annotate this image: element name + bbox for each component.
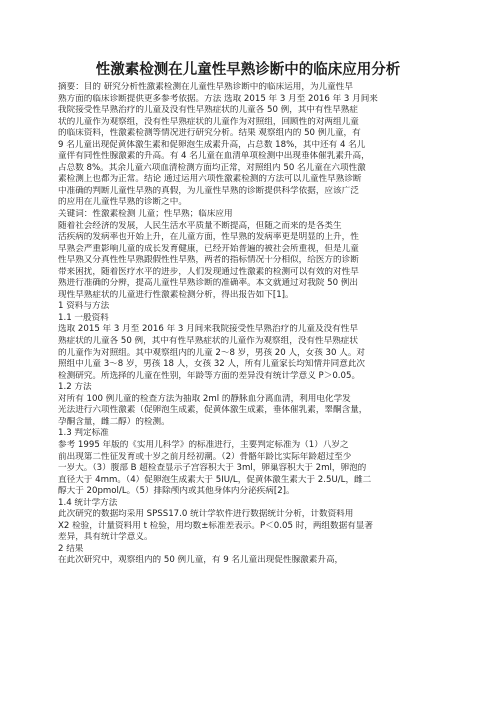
text-line: 2 结果 bbox=[58, 543, 84, 554]
text-line: 前出现第二性征发育或十岁之前月经初潮。（2）骨骼年龄比实际年龄超过至少 bbox=[58, 451, 352, 462]
text-line: 1.2 方法 bbox=[58, 382, 92, 393]
text-line: 熟方面的临床诊断提供更多参考依据。方法 选取 2015 年 3 月至 2016 年 3 月间来 bbox=[58, 93, 378, 104]
text-line: 醇大于 20pmol/L。（5）排除颅内或其他身体内分泌疾病[2]。 bbox=[58, 486, 295, 497]
text-line: 随着社会经济的发展，人民生活水平质量不断提高，但随之而来的是各类生 bbox=[58, 220, 342, 231]
text-line: 1.3 判定标准 bbox=[58, 428, 109, 439]
text-line: 孕酮含量，雌二醇）的检测。 bbox=[58, 416, 170, 427]
text-line: 一岁大。（3）腹部 B 超检查显示子宫容积大于 3ml，卵巢容积大于 2ml，卵泡的 bbox=[58, 463, 367, 474]
text-line: 性早熟又分真性性早熟跟假性性早熟，两者的指标情况十分相似，给医方的诊断 bbox=[58, 255, 359, 266]
text-line: 1 资料与方法 bbox=[58, 301, 110, 312]
text-line: 照组中儿童 3～8 岁，男孩 18 人，女孩 32 人，所有儿童家长均知情并同意此次 bbox=[58, 359, 366, 370]
text-line: 现性早熟症状的儿童进行性激素检测分析，得出报告如下[1]。 bbox=[58, 289, 294, 300]
text-line: 童伴有同性性腺激素的升高。有 4 名儿童在血清单项检测中出现垂体催乳素升高， bbox=[58, 151, 370, 162]
text-line: 差异，具有统计学意义。 bbox=[58, 532, 153, 543]
text-line: 熟症状的儿童各 50 例，其中有性早熟症状的儿童作为观察组，没有性早熟症状 bbox=[58, 336, 358, 347]
text-line: 选取 2015 年 3 月至 2016 年 3 月间来我院接受性早熟治疗的儿童及没有性早 bbox=[58, 324, 358, 335]
text-line: 熟进行准确的分辨，提高儿童性早熟诊断的准确率。本文就通过对我院 50 例出 bbox=[58, 278, 358, 289]
text-line: 我院接受性早熟治疗的儿童及没有性早熟症状的儿童各 50 例，其中有性早熟症 bbox=[58, 105, 358, 116]
text-line: 关键词：性激素检测 儿童；性早熟；临床应用 bbox=[58, 209, 233, 220]
text-line: 占总数 8%。其余儿童六项血清检测方面均正常，对照组内 50 名儿童在六项性激 bbox=[58, 162, 366, 173]
text-line: 摘要：目的 研究分析性激素检测在儿童性早熟诊断中的临床运用，为儿童性早 bbox=[58, 82, 353, 92]
text-line: 状的儿童作为观察组，没有性早熟症状的儿童作为对照组，回顾性的对两组儿童 bbox=[58, 116, 359, 127]
text-line: 参考 1995 年版的《实用儿科学》的标准进行，主要判定标准为（1）八岁之 bbox=[58, 439, 349, 450]
text-line: 9 名儿童出现促黄体激生素和促卵泡生成素升高，占总数 18%，其中还有 4 名儿 bbox=[58, 139, 366, 150]
text-line: 素检测上也都为正常。结论 通过运用六项性激素检测的方法可以儿童性早熟诊断 bbox=[58, 174, 362, 185]
paper-title: 性激素检测在儿童性早熟诊断中的临床应用分析 bbox=[95, 62, 401, 78]
text-line: 中准确的判断儿童性早熟的真假，为儿童性早熟的诊断提供科学依据，应该广泛 bbox=[58, 185, 359, 196]
text-line: 早熟会严重影响儿童的成长发育健康，已经开始普遍的被社会所重视，但是儿童 bbox=[58, 243, 359, 254]
text-line: X2 检验，计量资料用 t 检验，用均数±标准差表示。P＜0.05 时，两组数据有显著 bbox=[58, 520, 373, 531]
text-line: 1.1 一般资料 bbox=[58, 312, 109, 323]
text-line: 检测研究。所选择的儿童在性别，年龄等方面的差异没有统计学意义 P＞0.05。 bbox=[58, 370, 361, 381]
text-line: 光法进行六项性激素（促卵泡生成素，促黄体激生成素，垂体催乳素，睾酮含量， bbox=[58, 405, 368, 416]
text-line: 此次研究的数据均采用 SPSS17.0 统计学软件进行数据统计分析，计数资料用 bbox=[58, 509, 354, 520]
text-line: 的儿童作为对照组。其中观察组内的儿童 2～8 岁，男孩 20 人，女孩 30 人。对 bbox=[58, 347, 366, 358]
text-line: 在此次研究中，观察组内的 50 例儿童，有 9 名儿童出现促性腺激素升高， bbox=[58, 555, 344, 566]
text-line: 的应用在儿童性早熟的诊断之中。 bbox=[58, 197, 187, 208]
text-line: 1.4 统计学方法 bbox=[58, 497, 118, 508]
text-line: 活疾病的发病率也开始上升，在儿童方面，性早熟的发病率更是明显的上升，性 bbox=[58, 232, 359, 243]
text-line: 直径大于 4mm。（4）促卵泡生成素大于 5IU/L，促黄体激生素大于 2.5U/L，雌二 bbox=[58, 474, 372, 485]
text-line: 对所有 100 例儿童的检查方法为抽取 2ml 的静脉血分离血清，利用电化学发 bbox=[58, 393, 351, 404]
paper-body bbox=[58, 82, 453, 567]
text-line: 的临床资料，性激素检测等情况进行研究分析。结果 观察组内的 50 例儿童，有 bbox=[58, 128, 361, 139]
text-line: 带来困扰，随着医疗水平的进步，人们发现通过性激素的检测可以有效的对性早 bbox=[58, 266, 359, 277]
